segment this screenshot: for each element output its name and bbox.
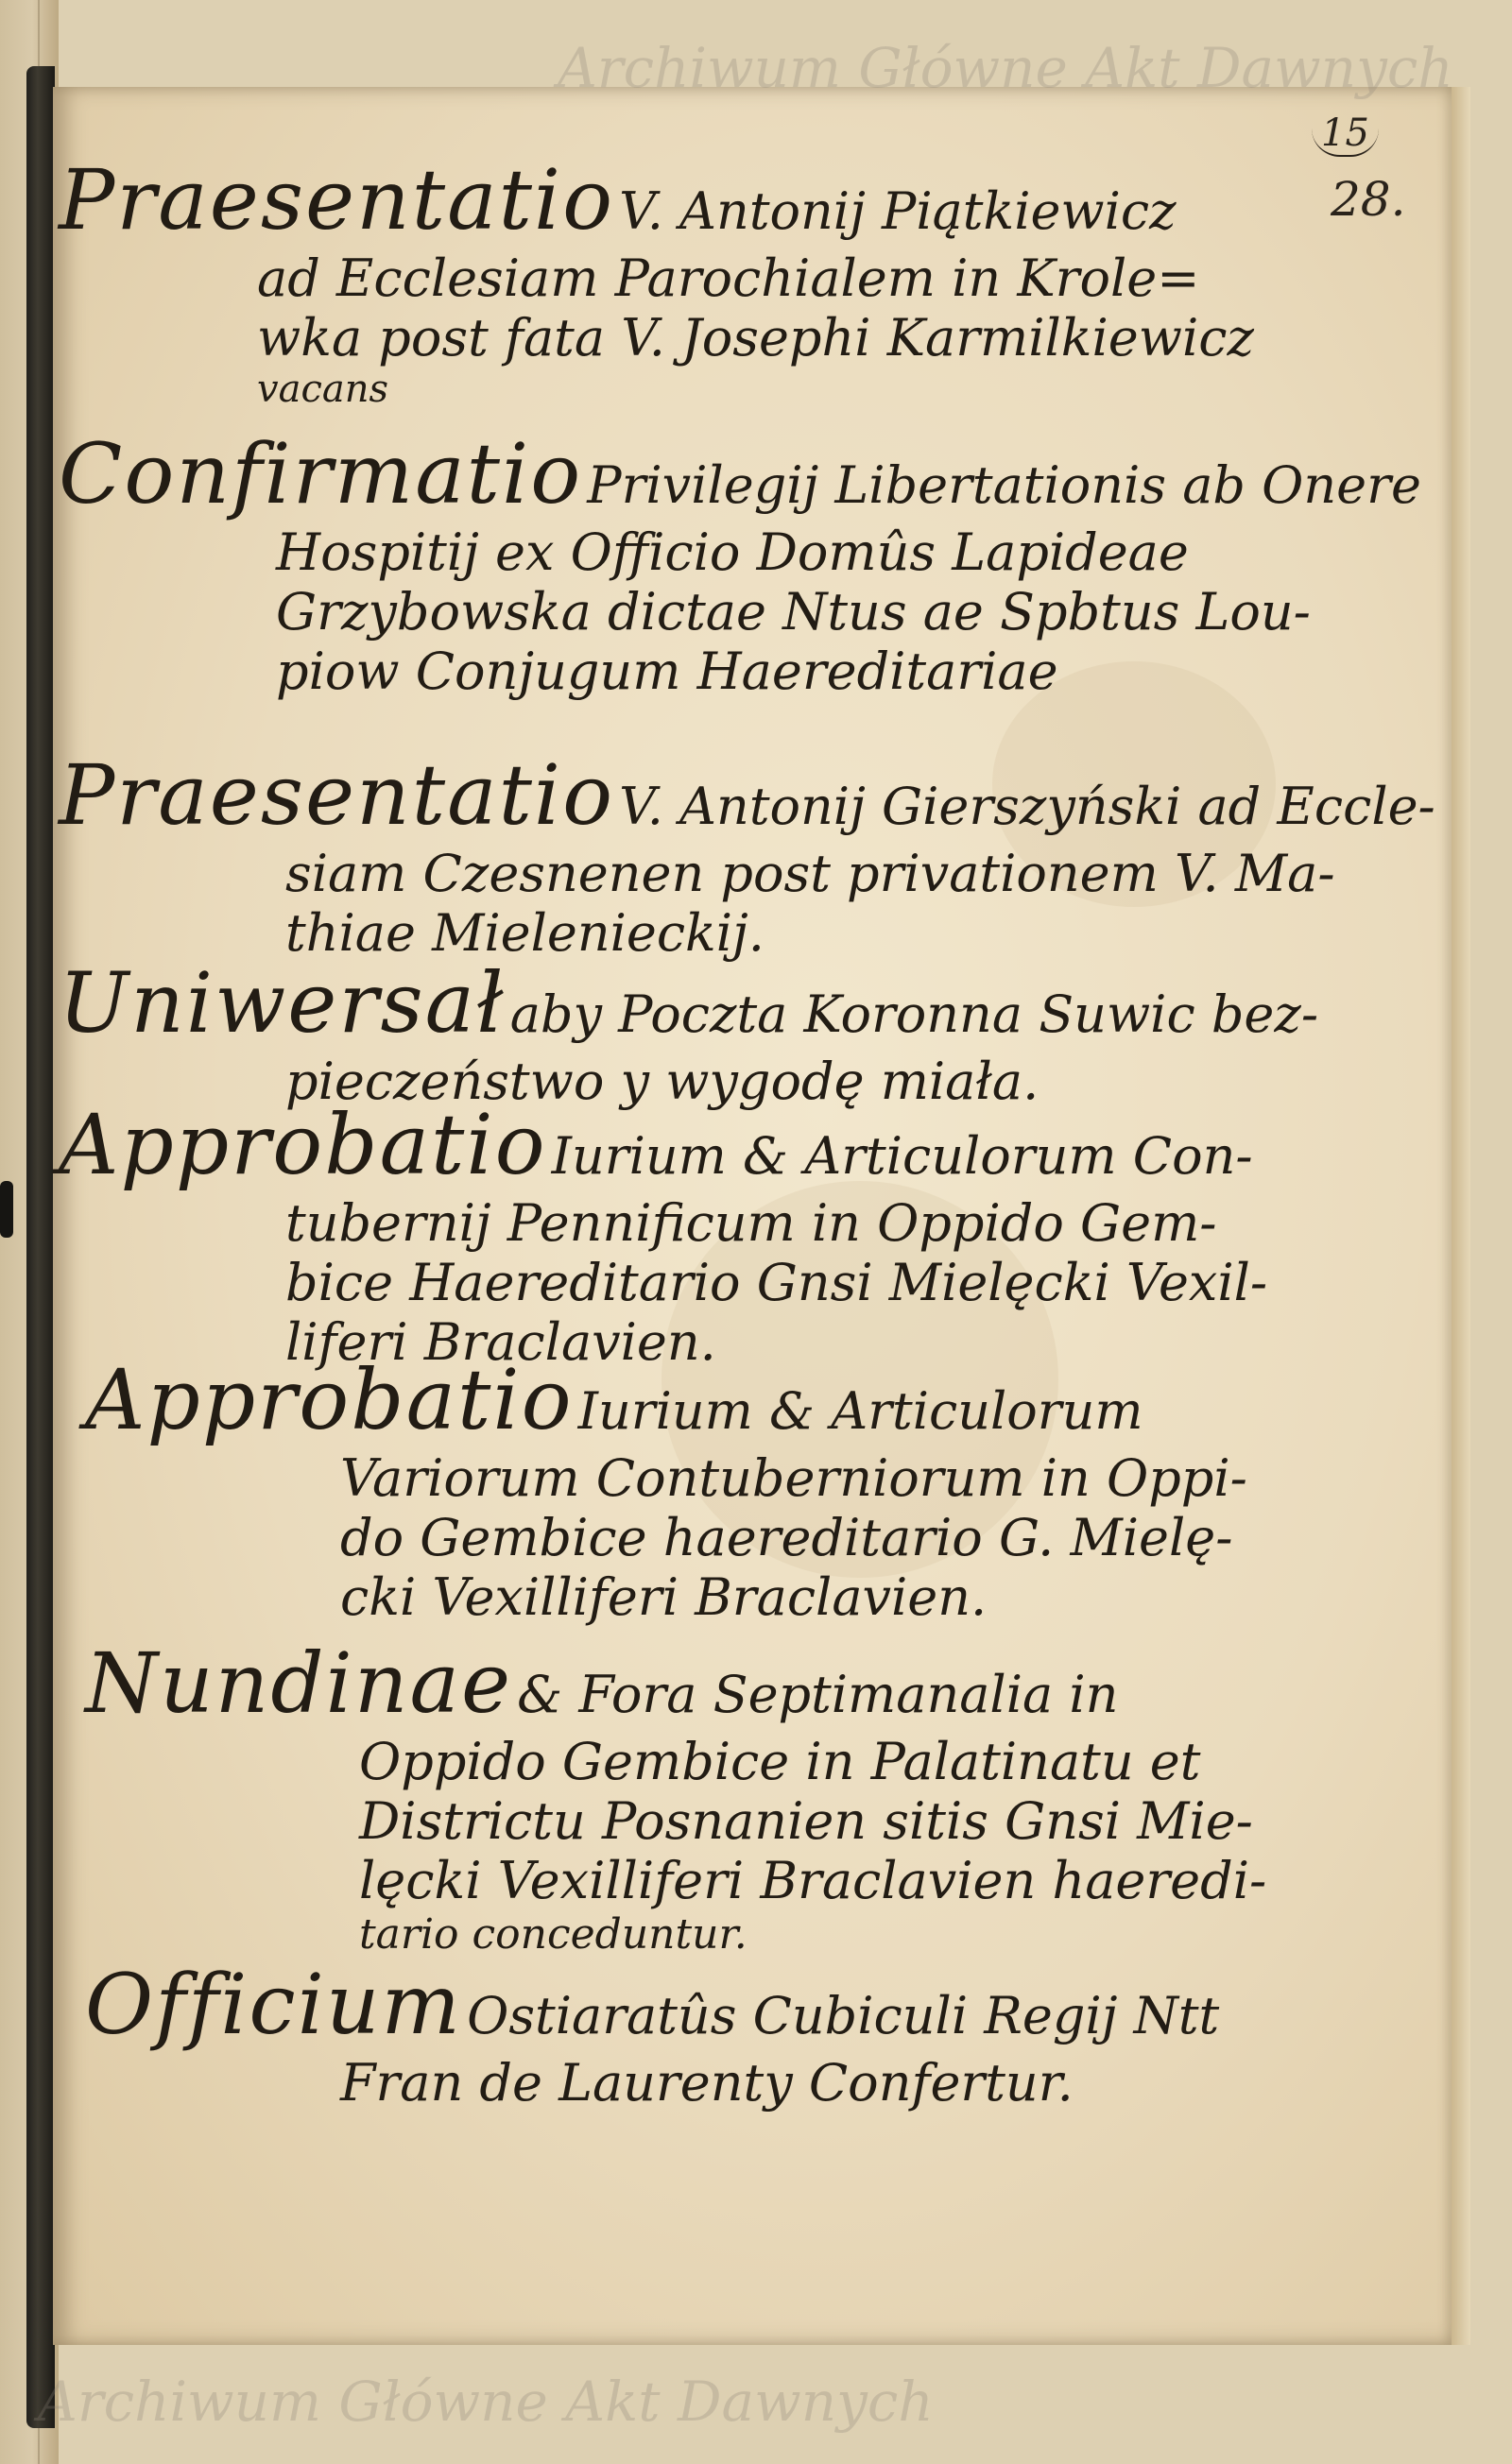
register-entry xyxy=(59,1096,1267,1372)
entry-heading: Approbatio xyxy=(85,1351,574,1448)
entry-heading: Nundinae xyxy=(85,1634,513,1732)
entry-line: tubernij Pennificum in Oppido Gem- xyxy=(285,1193,1217,1253)
entry-text: V. Antonij Gierszyński ad Eccle- xyxy=(619,777,1435,836)
entry-heading: Approbatio xyxy=(59,1096,547,1193)
archive-watermark-bottom: Archiwum Główne Akt Dawnych xyxy=(38,2370,934,2434)
entry-heading: Officium xyxy=(85,1956,462,2053)
folio-number-old: 15 xyxy=(1312,111,1379,157)
entry-line: piow Conjugum Haereditariae xyxy=(276,642,1058,701)
entry-heading: Praesentatio xyxy=(59,746,615,844)
register-entry xyxy=(85,1956,1219,2113)
register-entry xyxy=(59,954,1318,1111)
register-entry xyxy=(85,1351,1247,1627)
page-fold xyxy=(1452,87,1470,2345)
folio-number-new: 28. xyxy=(1331,172,1406,227)
entry-line: Oppido Gembice in Palatinatu et xyxy=(359,1732,1201,1791)
entry-line: Grzybowska dictae Ntus ae Spbtus Lou- xyxy=(276,582,1311,642)
entry-line: lęcki Vexilliferi Braclavien haeredi- xyxy=(359,1851,1267,1910)
entry-heading: Confirmatio xyxy=(59,425,583,522)
entry-text: & Fora Septimanalia in xyxy=(517,1665,1119,1724)
entry-line: vacans xyxy=(257,368,388,411)
entry-line: thiae Mielenieckij. xyxy=(285,903,765,963)
entry-line: Hospitij ex Officio Domûs Lapideae xyxy=(276,522,1189,582)
entry-text: Privilegij Libertationis ab Onere xyxy=(587,455,1421,515)
entry-line: liferi Braclavien. xyxy=(285,1312,716,1372)
register-entry xyxy=(59,746,1435,963)
entry-text: Ostiaratûs Cubiculi Regij Ntt xyxy=(467,1986,1220,2045)
register-entry xyxy=(59,151,1254,411)
entry-line: Districtu Posnanien sitis Gnsi Mie- xyxy=(359,1791,1253,1851)
entry-text: Iurium & Articulorum Con- xyxy=(551,1126,1253,1186)
entry-text: aby Poczta Koronna Suwic bez- xyxy=(509,984,1319,1044)
entry-line: wka post fata V. Josephi Karmilkiewicz xyxy=(257,308,1254,368)
entry-line: Variorum Contuberniorum in Oppi- xyxy=(340,1448,1247,1508)
entry-line: cki Vexilliferi Braclavien. xyxy=(340,1567,988,1627)
archive-watermark-top: Archiwum Główne Akt Dawnych xyxy=(558,36,1453,100)
entry-text: V. Antonij Piątkiewicz xyxy=(619,181,1177,241)
register-entry xyxy=(85,1634,1266,1959)
entry-line: tario conceduntur. xyxy=(359,1910,747,1959)
entry-heading: Praesentatio xyxy=(59,151,615,248)
entry-line: bice Haereditario Gnsi Mielęcki Vexil- xyxy=(285,1253,1268,1312)
entry-line: ad Ecclesiam Parochialem in Krole= xyxy=(257,248,1200,308)
entry-line: do Gembice haereditario G. Mielę- xyxy=(340,1508,1233,1567)
entry-line: pieczeństwo y wygodę miała. xyxy=(285,1052,1040,1111)
entry-line: Fran de Laurenty Confertur. xyxy=(340,2053,1074,2113)
binding-thread xyxy=(0,1181,13,1238)
register-entry xyxy=(59,425,1421,701)
entry-heading: Uniwersał xyxy=(59,954,506,1052)
book-gutter xyxy=(26,66,55,2428)
entry-text: Iurium & Articulorum xyxy=(577,1381,1143,1441)
entry-line: siam Czesnenen post privationem V. Ma- xyxy=(285,844,1335,903)
